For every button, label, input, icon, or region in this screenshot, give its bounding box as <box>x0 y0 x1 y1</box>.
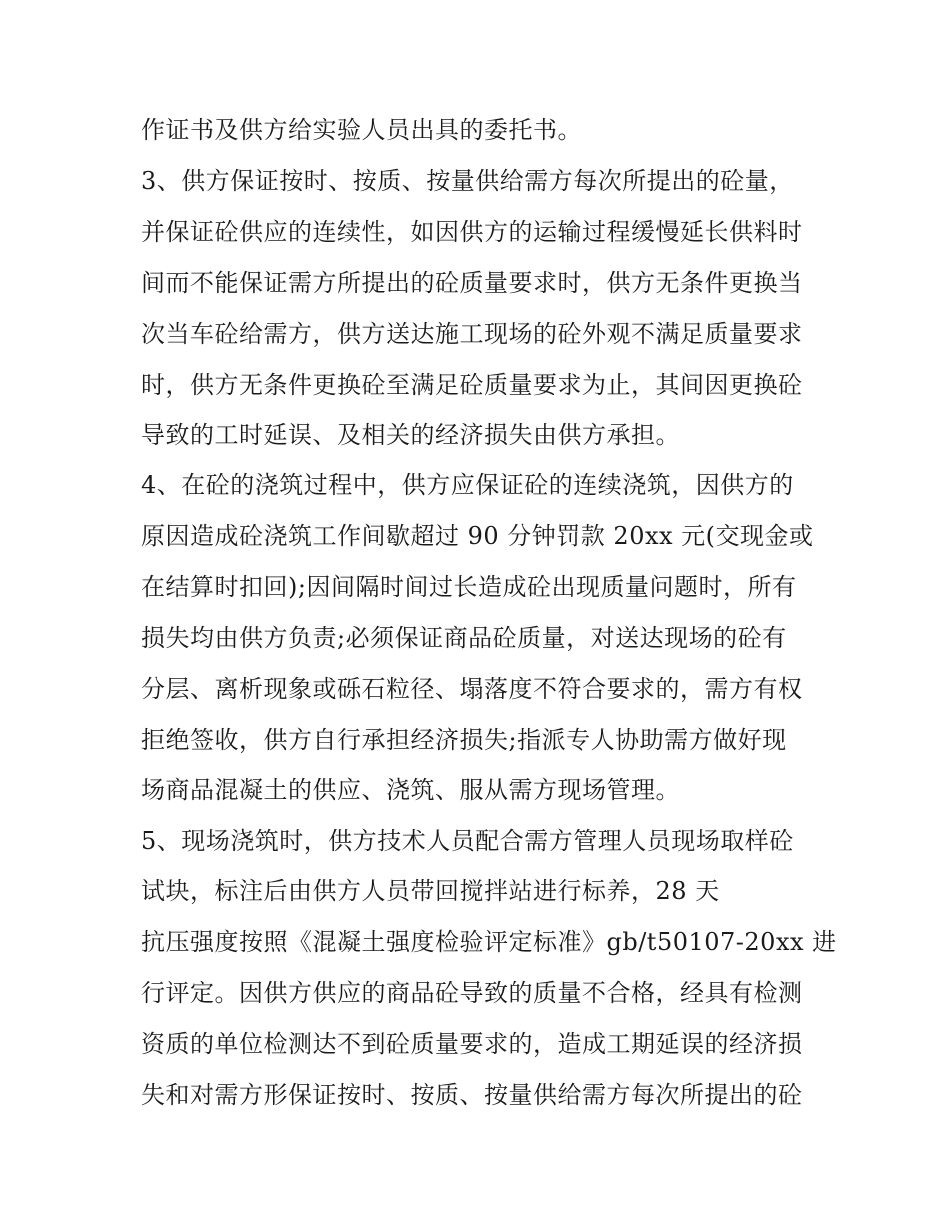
text-line: 损失均由供方负责;必须保证商品砼质量，对送达现场的砼有 <box>141 624 787 652</box>
text-line: 次当车砼给需方，供方送达施工现场的砼外观不满足质量要求 <box>141 320 803 348</box>
text-line: 在结算时扣回);因间隔时间过长造成砼出现质量问题时，所有 <box>141 573 797 601</box>
text-line: 5、现场浇筑时，供方技术人员配合需方管理人员现场取样砼 <box>141 827 794 855</box>
text-line: 行评定。因供方供应的商品砼导致的质量不合格，经具有检测 <box>141 979 803 1007</box>
text-line: 导致的工时延误、及相关的经济损失由供方承担。 <box>141 421 680 449</box>
text-line: 拒绝签收，供方自行承担经济损失;指派专人协助需方做好现 <box>141 726 787 754</box>
text-line: 3、供方保证按时、按质、按量供给需方每次所提出的砼量， <box>141 167 794 195</box>
text-line: 原因造成砼浇筑工作间歇超过 90 分钟罚款 20xx 元(交现金或 <box>141 522 814 550</box>
text-line: 4、在砼的浇筑过程中，供方应保证砼的连续浇筑，因供方的 <box>141 471 794 499</box>
text-line: 试块，标注后由供方人员带回搅拌站进行标养，28 天 <box>141 877 720 905</box>
text-line: 失和对需方形保证按时、按质、按量供给需方每次所提出的砼 <box>141 1081 803 1109</box>
text-line: 间而不能保证需方所提出的砼质量要求时，供方无条件更换当 <box>141 269 803 297</box>
text-line: 作证书及供方给实验人员出具的委托书。 <box>141 116 582 144</box>
text-line: 抗压强度按照《混凝土强度检验评定标准》gb/t50107-20xx 进 <box>141 928 837 956</box>
text-line: 时，供方无条件更换砼至满足砼质量要求为止，其间因更换砼 <box>141 371 803 399</box>
text-line: 并保证砼供应的连续性，如因供方的运输过程缓慢延长供料时 <box>141 218 803 246</box>
text-line: 场商品混凝土的供应、浇筑、服从需方现场管理。 <box>141 776 680 804</box>
text-line: 资质的单位检测达不到砼质量要求的，造成工期延误的经济损 <box>141 1030 803 1058</box>
text-line: 分层、离析现象或砾石粒径、塌落度不符合要求的，需方有权 <box>141 675 803 703</box>
